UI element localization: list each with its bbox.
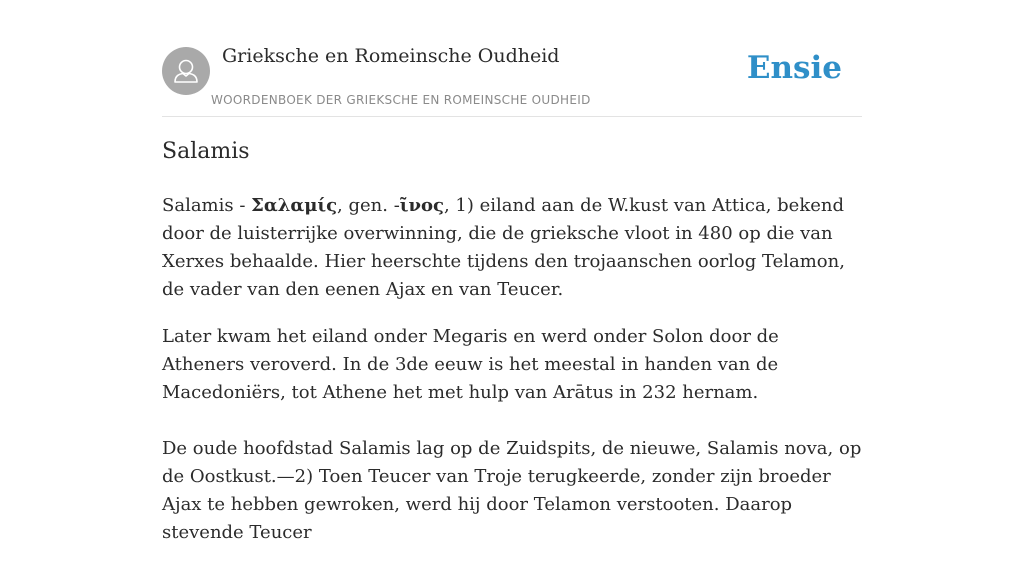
- user-icon: [162, 47, 210, 95]
- avatar[interactable]: [162, 47, 210, 95]
- paragraph-history: Later kwam het eiland onder Megaris en werd onder Solon door de Atheners veroverd. In de 3de eeuw is het meestal in handen van de Macedoniërs, tot Athene het met hulp van Arātus in 232 hernam.: [162, 326, 779, 403]
- dictionary-title[interactable]: Grieksche en Romeinsche Oudheid: [222, 45, 560, 67]
- genitive-label: , gen. -: [337, 195, 400, 216]
- paragraph-definition: [162, 192, 862, 304]
- greek-word: Σαλαμίς: [251, 195, 338, 216]
- greek-ending: ῖνος: [399, 195, 444, 216]
- brand-logo[interactable]: Ensie: [746, 50, 842, 86]
- paragraph-capital: De oude hoofdstad Salamis lag op de Zuidspits, de nieuwe, Salamis nova, op de Oostkust.—2) Toen Teucer van Troje terugkeerde, zonder zijn broeder Ajax te hebben gewroken, werd hij door Telamon verstooten. Daarop stevende Teucer: [162, 438, 862, 543]
- header: [162, 0, 862, 117]
- entry-title: Salamis: [162, 139, 250, 164]
- entry-content: [162, 192, 862, 566]
- definition-text: , 1) eiland aan de W.kust van Attica, bekend door de luisterrijke overwinning, die de grieksche vloot in 480 op die van Xerxes behaalde. Hier heerschte tijdens den trojaanschen oorlog Telamon, de vader van den eenen Ajax en van Teucer.: [162, 195, 845, 300]
- definition-lead: Salamis -: [162, 195, 252, 216]
- dictionary-subtitle: WOORDENBOEK DER GRIEKSCHE EN ROMEINSCHE OUDHEID: [211, 93, 591, 107]
